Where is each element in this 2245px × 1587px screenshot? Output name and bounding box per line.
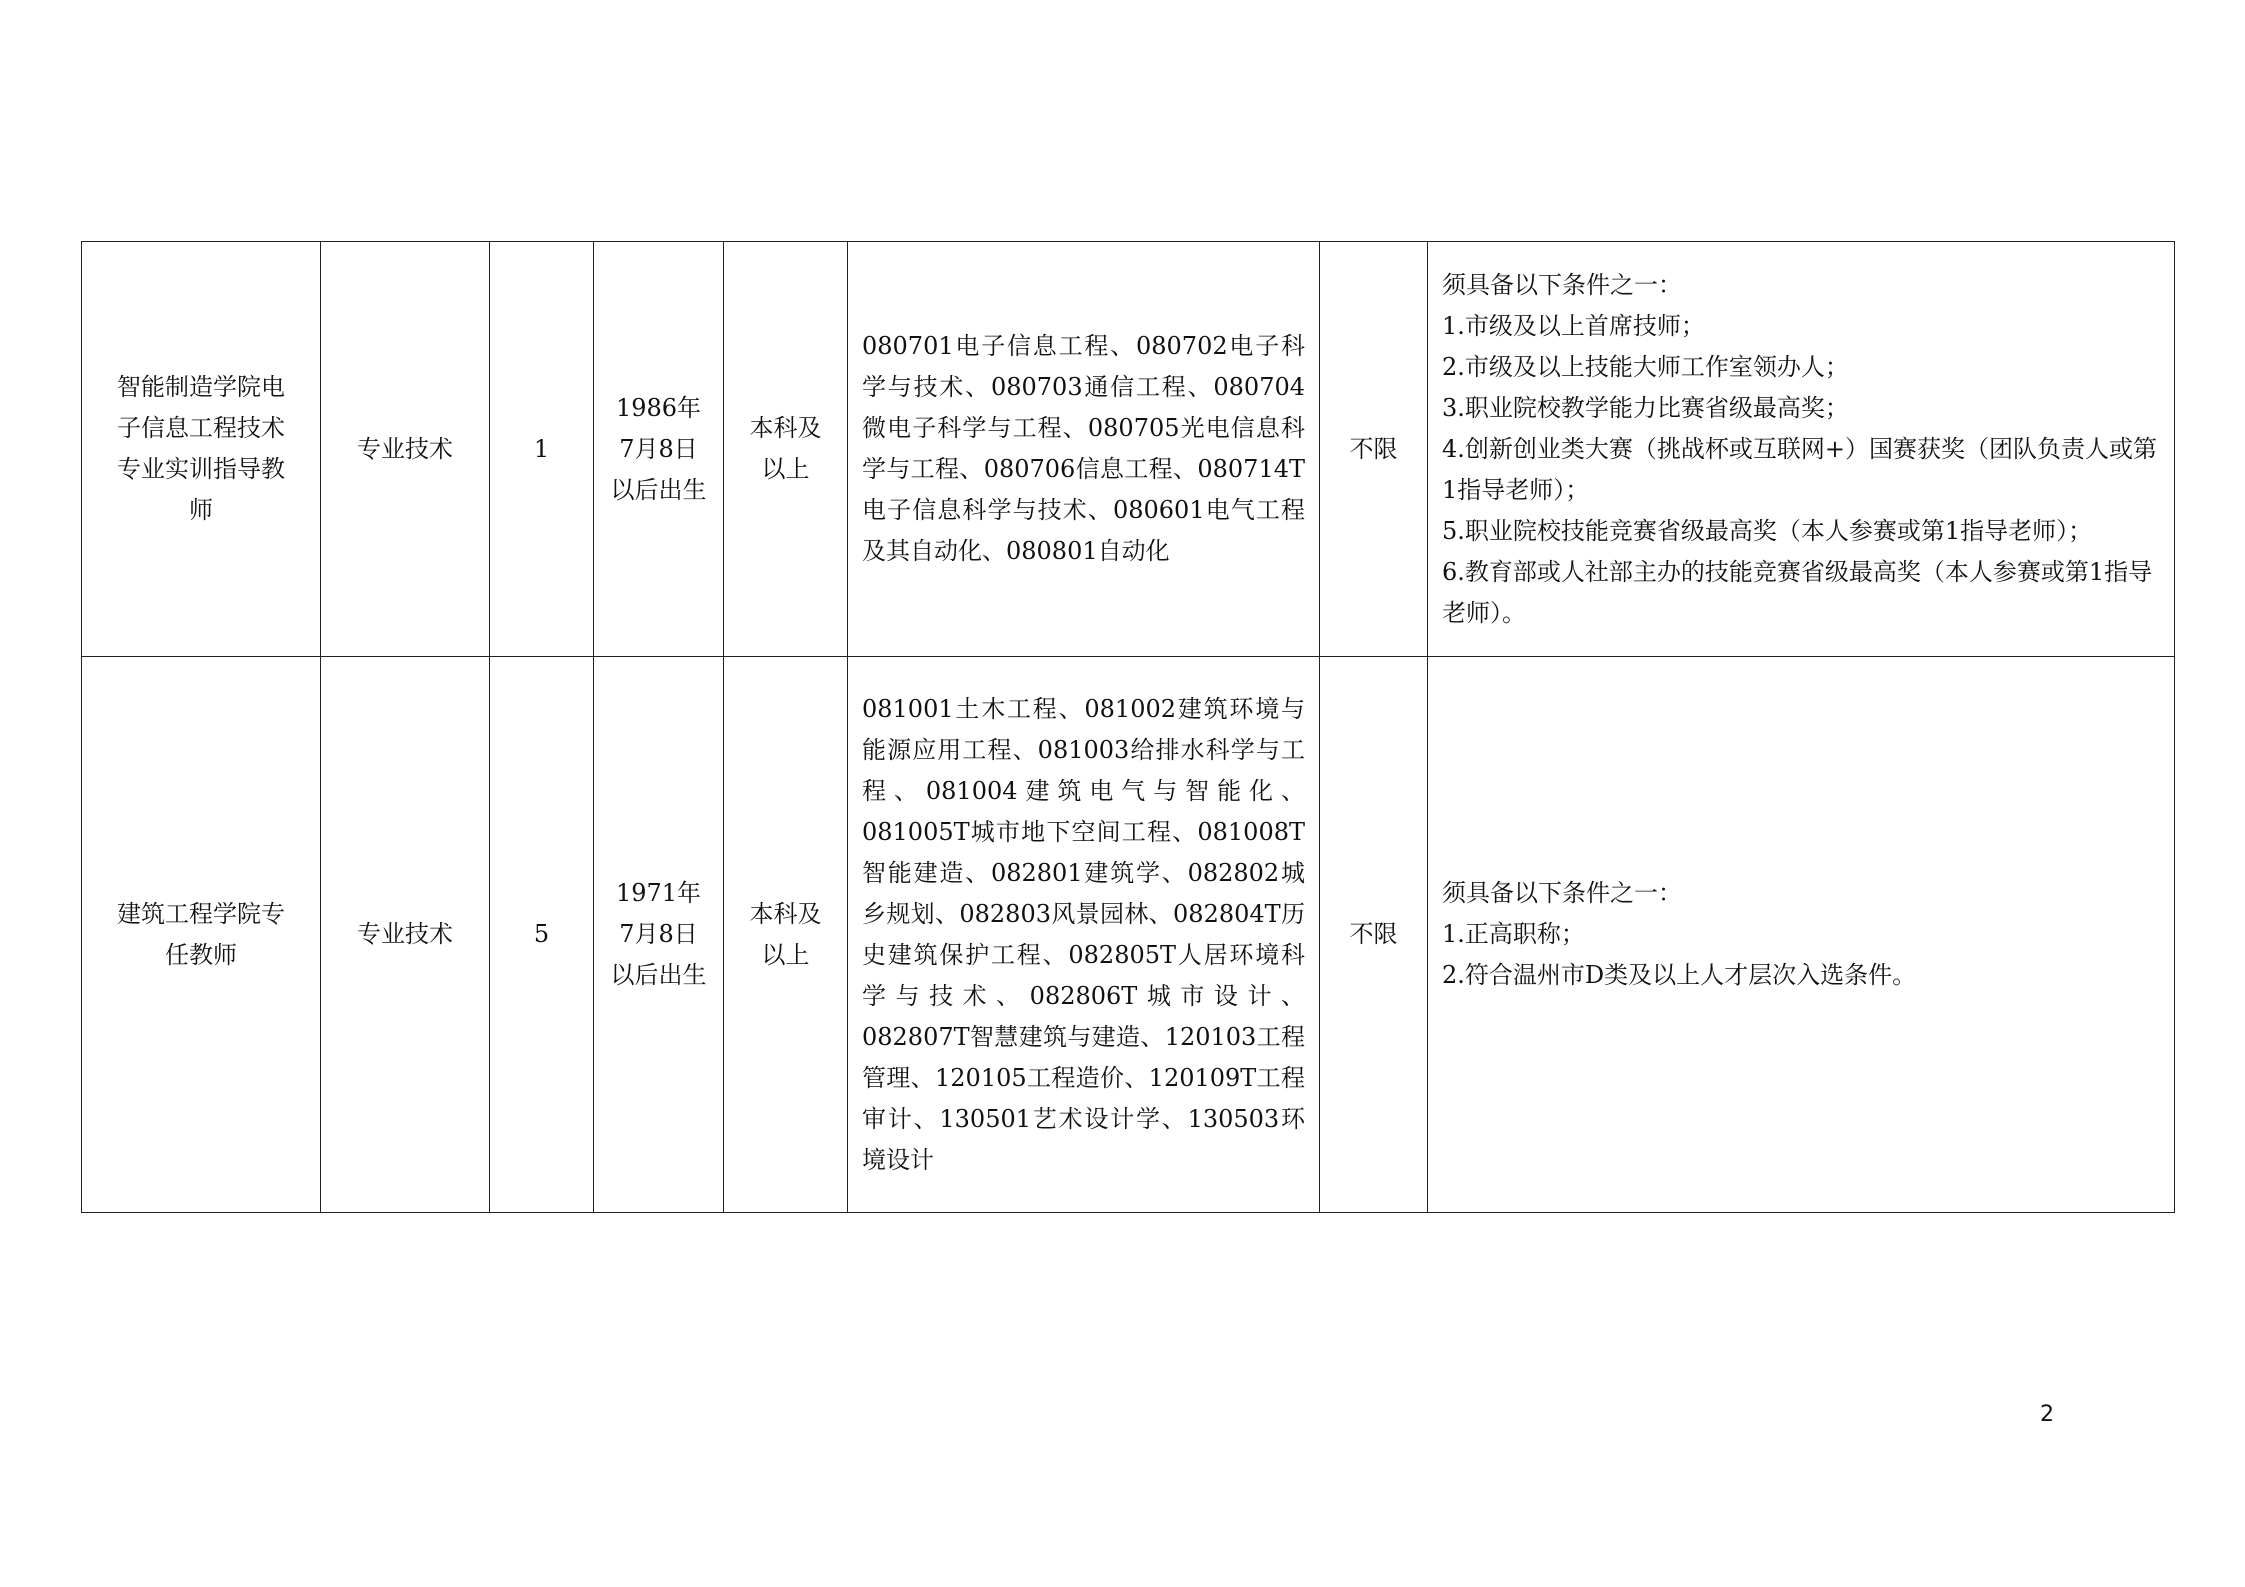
birth-requirement-cell: 1971年7月8日以后出生	[594, 657, 724, 1213]
post-category-cell: 专业技术	[321, 242, 490, 657]
table-row	[82, 242, 2175, 657]
conditions-cell	[1428, 242, 2175, 657]
condition-item: 1.市级及以上首席技师；	[1442, 311, 1705, 340]
conditions-cell	[1428, 657, 2175, 1213]
post-name-cell: 智能制造学院电子信息工程技术专业实训指导教师	[82, 242, 321, 657]
education-requirement-cell: 本科及以上	[724, 657, 848, 1213]
condition-item: 2.市级及以上技能大师工作室领办人；	[1442, 352, 1849, 381]
hiring-count-cell: 5	[490, 657, 594, 1213]
other-limit-cell: 不限	[1320, 657, 1428, 1213]
condition-item: 1.正高职称；	[1442, 920, 1585, 948]
recruitment-table	[81, 241, 2175, 1213]
post-category-cell: 专业技术	[321, 657, 490, 1213]
condition-item: 3.职业院校教学能力比赛省级最高奖；	[1442, 393, 1849, 422]
condition-item: 5.职业院校技能竞赛省级最高奖（本人参赛或第1指导老师）；	[1442, 516, 2093, 545]
post-name-cell: 建筑工程学院专任教师	[82, 657, 321, 1213]
major-requirement-cell: 081001土木工程、081002建筑环境与能源应用工程、081003给排水科学与工程、081004建筑电气与智能化、081005T城市地下空间工程、081008T智能建造、082801建筑学、082802城乡规划、082803风景园林、082804T历史建筑保护工程、082805T人居环境科学与技术、082806T城市设计、082807T智慧建筑与建造、120103工程管理、120105工程造价、120109T工程审计、130501艺术设计学、130503环境设计	[848, 657, 1320, 1213]
table-row	[82, 657, 2175, 1213]
hiring-count-cell: 1	[490, 242, 594, 657]
conditions-intro: 须具备以下条件之一：	[1442, 879, 1682, 907]
condition-item: 2.符合温州市D类及以上人才层次入选条件。	[1442, 961, 1917, 989]
conditions-intro: 须具备以下条件之一：	[1442, 270, 1682, 299]
condition-item: 4.创新创业类大赛（挑战杯或互联网+）国赛获奖（团队负责人或第1指导老师）；	[1442, 434, 2158, 504]
other-limit-cell: 不限	[1320, 242, 1428, 657]
major-requirement-cell: 080701电子信息工程、080702电子科学与技术、080703通信工程、080704微电子科学与工程、080705光电信息科学与工程、080706信息工程、080714T电子信息科学与技术、080601电气工程及其自动化、080801自动化	[848, 242, 1320, 657]
birth-requirement-cell: 1986年7月8日以后出生	[594, 242, 724, 657]
condition-item: 6.教育部或人社部主办的技能竞赛省级最高奖（本人参赛或第1指导老师）。	[1442, 557, 2153, 627]
page-number: 2	[2040, 1402, 2054, 1427]
education-requirement-cell: 本科及以上	[724, 242, 848, 657]
